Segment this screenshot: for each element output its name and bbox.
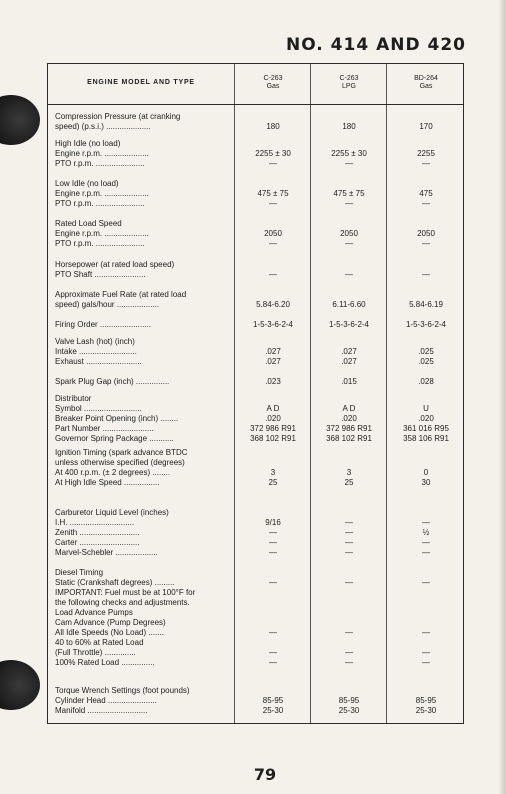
col-model: C-263 <box>339 75 359 82</box>
spec-value: — <box>345 548 353 557</box>
spec-value: 85-95 <box>338 696 360 705</box>
spec-value: — <box>422 270 430 279</box>
spec-label-line: High Idle (no load) <box>55 139 121 148</box>
spec-value: ½ <box>422 528 430 537</box>
spec-value: 2255 ± 30 <box>331 149 367 158</box>
spec-value: — <box>422 548 430 557</box>
spec-label-line: Carter ........................... <box>55 538 140 547</box>
spec-value: — <box>345 648 353 657</box>
spec-label-line: Engine r.p.m. .................... <box>55 189 149 198</box>
spec-value: — <box>345 518 353 527</box>
spec-label <box>55 139 233 169</box>
spec-label <box>55 508 233 558</box>
spec-value: 2050 <box>264 229 282 238</box>
spec-value: 2255 <box>417 149 435 158</box>
spec-value: .015 <box>341 377 357 386</box>
spec-label <box>55 448 233 488</box>
spec-label-line: Spark Plug Gap (inch) ............... <box>55 377 170 386</box>
spec-value: 25 <box>268 478 278 487</box>
spec-label-line: Load Advance Pumps <box>55 608 133 617</box>
spec-value: — <box>422 199 430 208</box>
spec-label-line: 40 to 60% at Rated Load <box>55 638 144 647</box>
spec-label-line: speed) gals/hour ................... <box>55 300 160 309</box>
spec-label <box>55 112 233 132</box>
col-type: Gas <box>419 83 433 90</box>
spec-value: 180 <box>342 122 356 131</box>
spec-label <box>55 686 233 716</box>
spec-value: .027 <box>265 357 281 366</box>
spec-value: 372 986 R91 <box>326 424 372 433</box>
spec-label-line: Engine r.p.m. .................... <box>55 229 149 238</box>
spec-value: — <box>422 538 430 547</box>
spec-label-line: Symbol .......................... <box>55 404 142 413</box>
spec-value: 3 <box>270 468 276 477</box>
col-model: C-263 <box>263 75 283 82</box>
spec-label-line: 100% Rated Load ............... <box>55 658 155 667</box>
spec-label <box>55 179 233 209</box>
spec-value: 5.84-6.20 <box>256 300 290 309</box>
spec-value: .027 <box>341 347 357 356</box>
spec-label-line: IMPORTANT: Fuel must be at 100°F for <box>55 588 196 597</box>
spec-value: — <box>422 578 430 587</box>
spec-label <box>55 337 233 367</box>
spec-value: — <box>345 658 353 667</box>
spec-value: U <box>423 404 429 413</box>
spec-value: — <box>345 538 353 547</box>
spec-value: — <box>269 658 277 667</box>
spec-value: 25 <box>344 478 354 487</box>
spec-value: — <box>269 648 277 657</box>
spec-label-line: Approximate Fuel Rate (at rated load <box>55 290 187 299</box>
spec-value: .020 <box>418 414 434 423</box>
spec-label-line: Carburetor Liquid Level (inches) <box>55 508 169 517</box>
spec-label-line: Ignition Timing (spark advance BTDC <box>55 448 188 457</box>
spec-value: — <box>422 239 430 248</box>
spec-value: — <box>422 518 430 527</box>
spec-value: .020 <box>341 414 357 423</box>
spec-value: — <box>422 648 430 657</box>
spec-label-line: PTO r.p.m. ...................... <box>55 159 145 168</box>
spec-value: .027 <box>265 347 281 356</box>
spec-value: — <box>345 159 353 168</box>
spec-value: A D <box>266 404 280 413</box>
spec-value: 368 102 R91 <box>326 434 372 443</box>
header-col-c263-lpg <box>311 75 387 91</box>
spec-label-line: PTO Shaft ....................... <box>55 270 146 279</box>
spec-value: — <box>269 628 277 637</box>
spec-value: .023 <box>265 377 281 386</box>
spec-value: .027 <box>341 357 357 366</box>
spec-label <box>55 219 233 249</box>
spec-label-line: the following checks and adjustments. <box>55 598 190 607</box>
spec-value: 3 <box>346 468 352 477</box>
spec-value: 372 986 R91 <box>250 424 296 433</box>
spec-value: 475 ± 75 <box>333 189 365 198</box>
spec-label-line: Marvel-Schebler ................... <box>55 548 158 557</box>
spec-value: — <box>269 199 277 208</box>
spec-value: — <box>269 239 277 248</box>
spec-value: — <box>269 159 277 168</box>
spec-value: — <box>269 578 277 587</box>
spec-label-line: Low Idle (no load) <box>55 179 119 188</box>
binder-hole-bottom <box>0 660 40 710</box>
spec-label-line: unless otherwise specified (degrees) <box>55 458 185 467</box>
spec-value: 475 ± 75 <box>257 189 289 198</box>
spec-label-line: Cylinder Head ...................... <box>55 696 157 705</box>
spec-value: 475 <box>419 189 433 198</box>
spec-table <box>47 63 464 724</box>
spec-value: 85-95 <box>262 696 284 705</box>
spec-value: 5.84-6.19 <box>409 300 443 309</box>
spec-value: .025 <box>418 347 434 356</box>
spec-value: 2255 ± 30 <box>255 149 291 158</box>
spec-label <box>55 290 233 310</box>
spec-label-line: Engine r.p.m. .................... <box>55 149 149 158</box>
spec-label-line: Diesel Timing <box>55 568 104 577</box>
spec-label-line: I.H. ............................. <box>55 518 135 527</box>
spec-value: .025 <box>418 357 434 366</box>
spec-value: 180 <box>266 122 280 131</box>
spec-label-line: Static (Crankshaft degrees) ......... <box>55 578 175 587</box>
spec-value: .028 <box>418 377 434 386</box>
page-title: NO. 414 AND 420 <box>286 35 466 55</box>
spec-label-line: PTO r.p.m. ...................... <box>55 239 145 248</box>
spec-label-line: Valve Lash (hot) (inch) <box>55 337 135 346</box>
binder-hole-top <box>0 95 40 145</box>
spec-value: 85-95 <box>415 696 437 705</box>
spec-value: — <box>269 548 277 557</box>
spec-label <box>55 377 233 387</box>
spec-label-line: Firing Order ....................... <box>55 320 152 329</box>
spec-value: — <box>345 578 353 587</box>
spec-value: 1-5-3-6-2-4 <box>328 320 369 329</box>
header-separator <box>48 104 463 105</box>
spec-label <box>55 394 233 444</box>
col-type: LPG <box>341 83 356 90</box>
page-number: 79 <box>253 765 277 784</box>
spec-value: 25-30 <box>415 706 437 715</box>
spec-value: 25-30 <box>338 706 360 715</box>
spec-label-line: Zenith ........................... <box>55 528 140 537</box>
spec-value: — <box>269 538 277 547</box>
spec-label-line: Breaker Point Opening (inch) ........ <box>55 414 179 423</box>
spec-value: 368 102 R91 <box>250 434 296 443</box>
spec-value: 30 <box>421 478 431 487</box>
spec-value: — <box>269 270 277 279</box>
spec-label-line: Part Number ....................... <box>55 424 154 433</box>
spec-value: — <box>345 270 353 279</box>
spec-label-line: (Full Throttle) .............. <box>55 648 136 657</box>
spec-value: — <box>345 628 353 637</box>
spec-value: .020 <box>265 414 281 423</box>
spec-label-line: Cam Advance (Pump Degrees) <box>55 618 166 627</box>
col-model: BD-264 <box>414 75 438 82</box>
spec-label-line: speed) (p.s.i.) .................... <box>55 122 151 131</box>
spec-label <box>55 320 233 330</box>
spec-value: — <box>345 528 353 537</box>
spec-value: 170 <box>419 122 433 131</box>
spec-value: — <box>345 239 353 248</box>
spec-label-line: All Idle Speeds (No Load) ....... <box>55 628 164 637</box>
spec-label-line: Intake .......................... <box>55 347 137 356</box>
spec-label-line: At High Idle Speed ................ <box>55 478 160 487</box>
col-type: Gas <box>266 83 280 90</box>
page-edge-shadow <box>498 0 506 794</box>
spec-value: 1-5-3-6-2-4 <box>252 320 293 329</box>
spec-label-line: Compression Pressure (at cranking <box>55 112 181 121</box>
spec-value: — <box>422 159 430 168</box>
spec-value: 6.11-6.60 <box>332 300 366 309</box>
spec-value: — <box>269 528 277 537</box>
spec-label-line: Rated Load Speed <box>55 219 122 228</box>
spec-value: 1-5-3-6-2-4 <box>405 320 446 329</box>
spec-value: — <box>422 628 430 637</box>
spec-label-line: Manifold ........................... <box>55 706 148 715</box>
spec-value: 2050 <box>340 229 358 238</box>
spec-label-line: Governor Spring Package ........... <box>55 434 174 443</box>
spec-value: A D <box>342 404 356 413</box>
spec-label <box>55 568 233 668</box>
spec-value: 9/16 <box>265 518 281 527</box>
spec-value: 361 016 R95 <box>403 424 449 433</box>
spec-label-line: PTO r.p.m. ...................... <box>55 199 145 208</box>
spec-value: 358 106 R91 <box>403 434 449 443</box>
spec-value: 25-30 <box>262 706 284 715</box>
header-label: ENGINE MODEL AND TYPE <box>87 79 195 86</box>
spec-value: — <box>422 658 430 667</box>
spec-label-line: Horsepower (at rated load speed) <box>55 260 175 269</box>
spec-label-line: Exhaust ......................... <box>55 357 142 366</box>
spec-value: — <box>345 199 353 208</box>
spec-label <box>55 260 233 280</box>
spec-value: 2050 <box>417 229 435 238</box>
spec-label-line: Torque Wrench Settings (foot pounds) <box>55 686 190 695</box>
header-col-c263-gas <box>235 75 311 91</box>
spec-value: 0 <box>423 468 429 477</box>
spec-label-line: At 400 r.p.m. (± 2 degrees) ........ <box>55 468 171 477</box>
header-col-bd264-gas <box>388 75 464 91</box>
spec-label-line: Distributor <box>55 394 92 403</box>
